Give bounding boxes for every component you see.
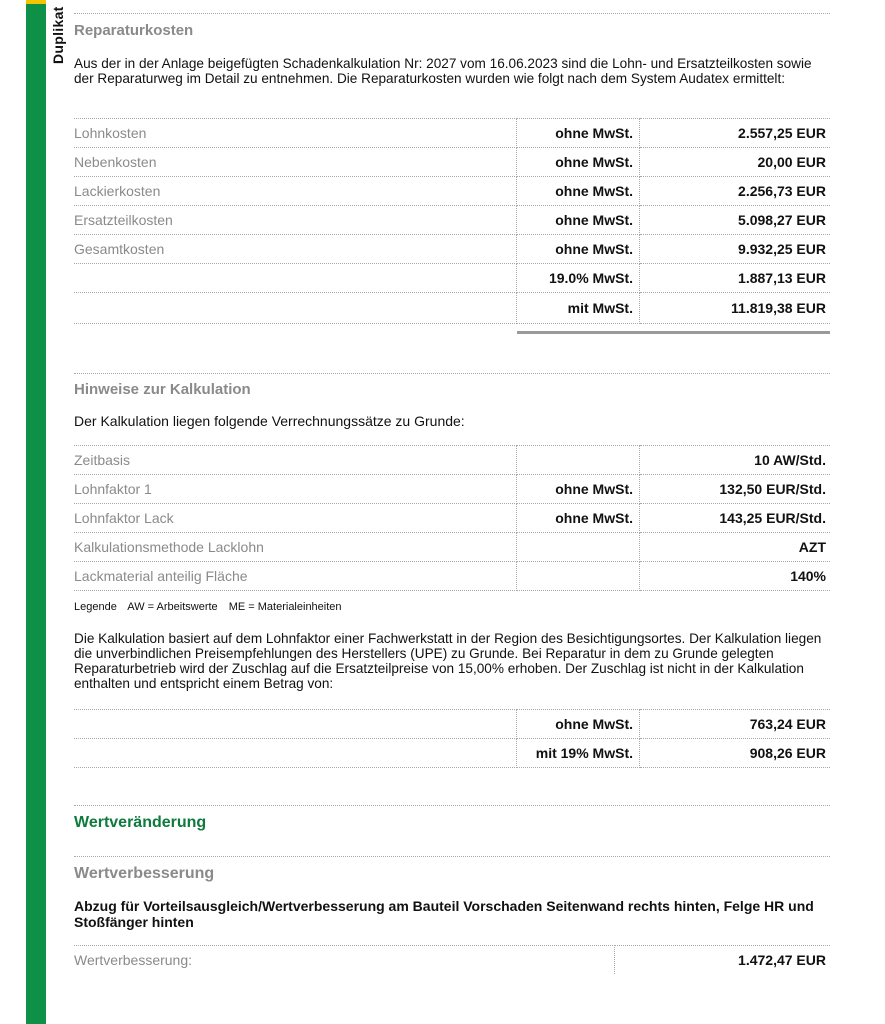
rate-value: 10 AW/Std. xyxy=(640,446,831,475)
table-row xyxy=(74,206,830,235)
table-row xyxy=(74,148,830,177)
tax-label: ohne MwSt. xyxy=(517,148,640,177)
tax-label: mit 19% MwSt. xyxy=(517,739,640,768)
wertverbesserung-label: Wertverbesserung: xyxy=(74,946,615,975)
reparaturkosten-table xyxy=(74,118,830,324)
divider xyxy=(74,805,830,806)
tax-label: mit MwSt. xyxy=(517,293,640,324)
tax-label: ohne MwSt. xyxy=(517,235,640,264)
table-row xyxy=(74,946,830,975)
tax-label: ohne MwSt. xyxy=(517,119,640,148)
rate-label: Lackmaterial anteilig Fläche xyxy=(74,562,517,591)
zuschlag-label xyxy=(74,739,517,768)
zuschlag-table xyxy=(74,709,830,768)
section-title-hinweise: Hinweise zur Kalkulation xyxy=(74,381,251,398)
legend-me: ME = Materialeinheiten xyxy=(228,601,342,613)
tax-label: ohne MwSt. xyxy=(517,710,640,739)
table-row xyxy=(74,446,830,475)
zuschlag-value: 908,26 EUR xyxy=(640,739,831,768)
table-row xyxy=(74,235,830,264)
wertverbesserung-value: 1.472,47 EUR xyxy=(615,946,831,975)
cost-value: 2.256,73 EUR xyxy=(640,177,831,206)
tax-label: ohne MwSt. xyxy=(517,504,640,533)
rate-value: 132,50 EUR/Std. xyxy=(640,475,831,504)
legend-aw: AW = Arbeitswerte xyxy=(127,601,218,613)
duplikat-watermark: Duplikat xyxy=(50,6,66,64)
tax-label xyxy=(517,562,640,591)
zuschlag-label xyxy=(74,710,517,739)
tax-label: ohne MwSt. xyxy=(517,206,640,235)
wertverbesserung-description: Abzug für Vorteilsausgleich/Wertverbesserung am Bauteil Vorschaden Seitenwand rechts hinten, Felge HR und Stoßfänger hinten xyxy=(74,898,814,930)
cost-label: Ersatzteilkosten xyxy=(74,206,517,235)
table-row xyxy=(74,533,830,562)
divider xyxy=(74,856,830,857)
table-row xyxy=(74,293,830,324)
section-title-reparaturkosten: Reparaturkosten xyxy=(74,22,194,39)
cost-label: Lohnkosten xyxy=(74,119,517,148)
kalkulation-paragraph: Die Kalkulation basiert auf dem Lohnfaktor einer Fachwerkstatt in der Region des Besichtigungsortes. Der Kalkulation liegen die unverbindlichen Preisempfehlungen des Herstellers (UPE) zu Grunde. Bei Reparatur in dem zu Grunde gelegten Reparaturbetrieb wird der Zuschlag auf die Ersatzteilpreise von 15,00% erhoben. Der Zuschlag ist nicht in der Kalkulation enthalten und entspricht einem Betrag von: xyxy=(74,631,822,691)
table-row xyxy=(74,739,830,768)
wertverbesserung-table xyxy=(74,945,830,974)
divider xyxy=(74,373,830,374)
legend-label: Legende xyxy=(74,601,117,613)
reparaturkosten-intro: Aus der in der Anlage beigefügten Schadenkalkulation Nr: 2027 vom 16.06.2023 sind die Lohn- und Ersatzteilkosten sowie der Reparaturweg im Detail zu entnehmen. Die Reparaturkosten wurden wie folgt nach dem System Audatex ermittelt: xyxy=(74,56,812,86)
table-row xyxy=(74,119,830,148)
rate-label: Zeitbasis xyxy=(74,446,517,475)
table-row xyxy=(74,562,830,591)
hinweise-intro: Der Kalkulation liegen folgende Verrechnungssätze zu Grunde: xyxy=(74,413,465,429)
rate-value: 140% xyxy=(640,562,831,591)
tax-label: ohne MwSt. xyxy=(517,475,640,504)
cost-value: 2.557,25 EUR xyxy=(640,119,831,148)
cost-value: 5.098,27 EUR xyxy=(640,206,831,235)
cost-label xyxy=(74,264,517,293)
table-row xyxy=(74,710,830,739)
cost-label: Nebenkosten xyxy=(74,148,517,177)
cost-label xyxy=(74,293,517,324)
rate-label: Lohnfaktor Lack xyxy=(74,504,517,533)
cost-value: 20,00 EUR xyxy=(640,148,831,177)
table-row xyxy=(74,475,830,504)
section-title-wertveraenderung: Wertveränderung xyxy=(74,814,207,831)
cost-label: Lackierkosten xyxy=(74,177,517,206)
cost-label: Gesamtkosten xyxy=(74,235,517,264)
verrechnungssaetze-table xyxy=(74,445,830,591)
legend xyxy=(74,601,350,613)
tax-label: ohne MwSt. xyxy=(517,177,640,206)
tax-label xyxy=(517,446,640,475)
left-green-bar xyxy=(26,0,46,1024)
cost-value: 11.819,38 EUR xyxy=(640,293,831,324)
rate-label: Lohnfaktor 1 xyxy=(74,475,517,504)
cost-value: 1.887,13 EUR xyxy=(640,264,831,293)
total-underline xyxy=(517,331,830,334)
table-row xyxy=(74,504,830,533)
rate-value: AZT xyxy=(640,533,831,562)
table-row xyxy=(74,264,830,293)
tax-label: 19.0% MwSt. xyxy=(517,264,640,293)
zuschlag-value: 763,24 EUR xyxy=(640,710,831,739)
cost-value: 9.932,25 EUR xyxy=(640,235,831,264)
top-yellow-accent xyxy=(26,0,46,4)
rate-value: 143,25 EUR/Std. xyxy=(640,504,831,533)
divider xyxy=(74,13,830,14)
tax-label xyxy=(517,533,640,562)
rate-label: Kalkulationsmethode Lacklohn xyxy=(74,533,517,562)
section-title-wertverbesserung: Wertverbesserung xyxy=(74,865,215,882)
table-row xyxy=(74,177,830,206)
